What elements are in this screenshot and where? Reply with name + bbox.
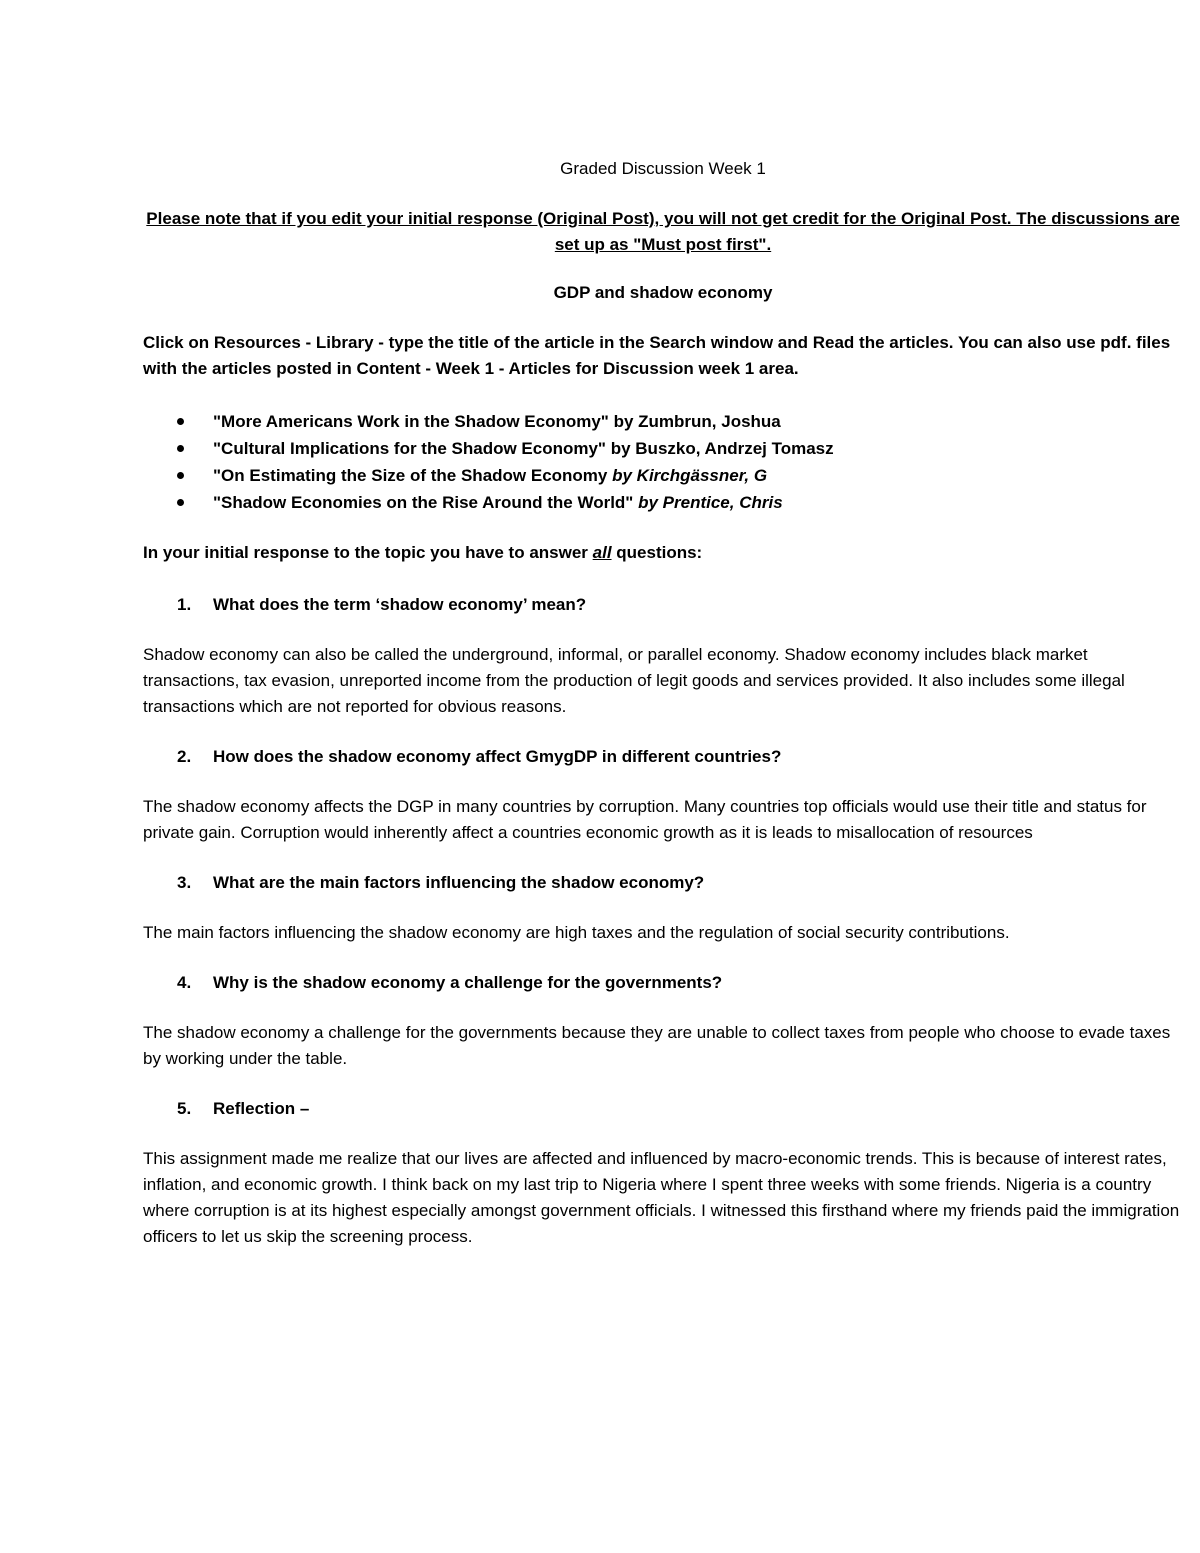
bullet-icon	[177, 445, 184, 452]
answer-text: The shadow economy affects the DGP in many countries by corruption. Many countries top officials would use their title and status for private gain. Corruption would inherently affect a countries economic growth as it is leads to misallocation of resources	[143, 797, 1147, 842]
question-number: 1.	[177, 595, 192, 614]
question-text: Why is the shadow economy a challenge for the governments?	[213, 973, 723, 992]
answer-text: This assignment made me realize that our lives are affected and influenced by macro-economic trends. This is because of interest rates, inflation, and economic growth. I think back on my last trip to Nigeria where I spent three weeks with some friends. Nigeria is a country where corruption is at its highest especially amongst government officials. I witnessed this firsthand where my friends paid the immigration officers to let us skip the screening process.	[143, 1149, 1180, 1246]
article-item	[213, 489, 1183, 516]
article-title: "On Estimating the Size of the Shadow Economy	[213, 466, 613, 485]
answer-text: The main factors influencing the shadow economy are high taxes and the regulation of social security contributions.	[143, 923, 1010, 942]
instructions-text: Click on Resources - Library - type the title of the article in the Search window and Read the articles. You can also use pdf. files with the articles posted in Content - Week 1 - Articles for Discussion week 1 area.	[143, 333, 1171, 378]
article-list	[143, 408, 1183, 516]
prompt-before: In your initial response to the topic you have to answer	[143, 543, 593, 562]
article-item	[213, 435, 1183, 462]
topic-subtitle: GDP and shadow economy	[553, 283, 773, 302]
response-prompt	[143, 540, 1183, 566]
article-title: "Cultural Implications for the Shadow Economy" by Buszko, Andrzej Tomasz	[213, 439, 834, 458]
question-number: 5.	[177, 1099, 192, 1118]
article-item	[213, 462, 1183, 489]
question-number: 4.	[177, 973, 192, 992]
question-number: 3.	[177, 873, 192, 892]
question-heading	[143, 970, 1183, 996]
question-text: What does the term ‘shadow economy’ mean?	[213, 595, 587, 614]
question-heading	[143, 1096, 1183, 1122]
question-heading	[143, 744, 1183, 770]
question-text: What are the main factors influencing the shadow economy?	[213, 873, 705, 892]
question-heading	[143, 870, 1183, 896]
question-text: How does the shadow economy affect GmygDP in different countries?	[213, 747, 782, 766]
bullet-icon	[177, 499, 184, 506]
question-heading	[143, 592, 1183, 618]
document-body	[143, 156, 1183, 1274]
bullet-icon	[177, 418, 184, 425]
article-author: by Kirchgässner, G	[612, 466, 768, 485]
question-text: Reflection –	[213, 1099, 310, 1118]
article-item	[213, 408, 1183, 435]
prompt-after: questions:	[611, 543, 703, 562]
answer-text: The shadow economy a challenge for the governments because they are unable to collect taxes from people who choose to evade taxes by working under the table.	[143, 1023, 1171, 1068]
prompt-emphasis: all	[592, 543, 612, 562]
article-title: "More Americans Work in the Shadow Economy" by Zumbrun, Joshua	[213, 412, 781, 431]
notice-text: Please note that if you edit your initial response (Original Post), you will not get credit for the Original Post. The discussions are set up as "Must post first".	[146, 209, 1180, 254]
document-title: Graded Discussion Week 1	[560, 159, 766, 178]
answer-text: Shadow economy can also be called the underground, informal, or parallel economy. Shadow economy includes black market transactions, tax evasion, unreported income from the production of legit goods and services provided. It also includes some illegal transactions which are not reported for obvious reasons.	[143, 645, 1125, 716]
article-title: "Shadow Economies on the Rise Around the World"	[213, 493, 639, 512]
article-author: by Prentice, Chris	[638, 493, 783, 512]
bullet-icon	[177, 472, 184, 479]
question-number: 2.	[177, 747, 192, 766]
